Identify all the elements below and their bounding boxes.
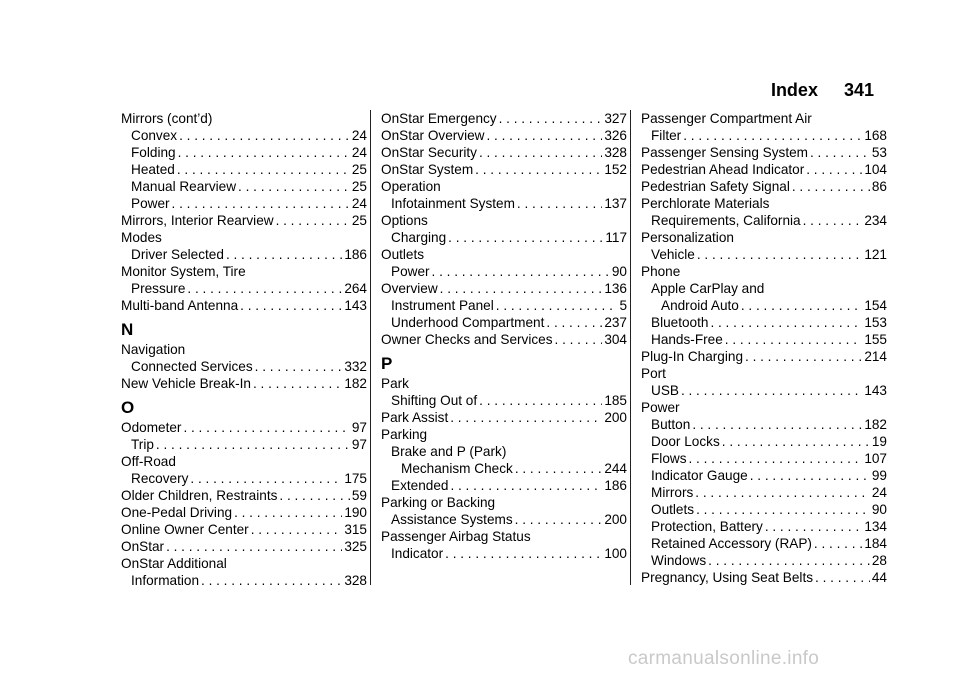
index-entry: [121, 375, 367, 392]
entry-page: 100: [604, 546, 627, 561]
entry-page: 97: [351, 437, 367, 452]
entry-page: 97: [351, 420, 367, 435]
index-entry: [121, 297, 367, 314]
index-entry: [641, 161, 887, 178]
entry-page: 315: [344, 522, 367, 537]
dot-leader: [479, 392, 602, 409]
dot-leader: [697, 246, 862, 263]
entry-term: Overview: [381, 281, 438, 296]
entry-term: Door Locks: [651, 434, 720, 449]
entry-term: Power: [131, 196, 170, 211]
index-entry: [381, 161, 627, 178]
column-divider: [630, 110, 631, 585]
index-entry: [641, 569, 887, 586]
entry-page: 327: [604, 111, 627, 126]
entry-page: 182: [864, 417, 887, 432]
index-entry: [381, 392, 627, 409]
index-entry: [381, 280, 627, 297]
index-entry: [121, 195, 367, 212]
entry-page: 332: [344, 359, 367, 374]
index-entry: [121, 161, 367, 178]
entry-page: 153: [864, 315, 887, 330]
entry-term: Windows: [651, 553, 707, 568]
dot-leader: [515, 511, 603, 528]
index-entry: [641, 263, 887, 280]
index-entry: [381, 127, 627, 144]
entry-term: OnStar: [121, 539, 165, 554]
index-entry: [121, 229, 367, 246]
dot-leader: [681, 382, 862, 399]
entry-page: 143: [864, 383, 887, 398]
entry-page: 168: [864, 128, 887, 143]
section-title: Index: [770, 80, 818, 100]
entry-page: 134: [864, 519, 887, 534]
index-entry: [121, 341, 367, 358]
entry-term: Options: [381, 213, 428, 228]
index-entry: [121, 504, 367, 521]
column-divider: [370, 110, 371, 585]
entry-term: Navigation: [121, 342, 186, 357]
entry-term: OnStar Security: [381, 145, 477, 160]
entry-term: Android Auto: [661, 298, 739, 313]
index-column-1: [121, 110, 367, 589]
index-entry: [381, 314, 627, 331]
entry-page: 143: [344, 298, 367, 313]
index-entry: [381, 331, 627, 348]
dot-leader: [499, 110, 603, 127]
index-entry: [121, 572, 367, 589]
dot-leader: [683, 127, 862, 144]
entry-page: 104: [864, 162, 887, 177]
index-entry: [381, 263, 627, 280]
index-entry: [641, 382, 887, 399]
dot-leader: [546, 314, 602, 331]
entry-page: 53: [871, 145, 887, 160]
index-entry: [641, 518, 887, 535]
index-entry: [641, 450, 887, 467]
index-entry: [641, 127, 887, 144]
index-entry: [641, 246, 887, 263]
entry-term: Parking or Backing: [381, 495, 496, 510]
entry-term: Assistance Systems: [391, 512, 513, 527]
index-entry: [641, 297, 887, 314]
entry-term: Button: [651, 417, 691, 432]
dot-leader: [187, 280, 342, 297]
dot-leader: [708, 552, 870, 569]
dot-leader: [226, 246, 342, 263]
index-entry: [641, 467, 887, 484]
index-entry: [641, 433, 887, 450]
section-letter: N: [121, 320, 134, 339]
entry-term: Apple CarPlay and: [651, 281, 765, 296]
dot-leader: [750, 467, 870, 484]
entry-term: Filter: [651, 128, 682, 143]
entry-term: Plug-In Charging: [641, 349, 744, 364]
index-entry: [121, 436, 367, 453]
entry-term: Requirements, California: [651, 213, 801, 228]
index-entry: [121, 555, 367, 572]
index-entry: [381, 178, 627, 195]
dot-leader: [166, 538, 342, 555]
entry-term: Pregnancy, Using Seat Belts: [641, 570, 814, 585]
entry-term: Pressure: [131, 281, 186, 296]
entry-page: 325: [344, 539, 367, 554]
entry-page: 25: [351, 162, 367, 177]
index-entry: [641, 195, 887, 212]
entry-page: 121: [864, 247, 887, 262]
index-entry: [641, 484, 887, 501]
dot-leader: [276, 212, 350, 229]
entry-term: Instrument Panel: [391, 298, 494, 313]
entry-term: Connected Services: [131, 359, 253, 374]
dot-leader: [190, 470, 342, 487]
index-entry: [381, 110, 627, 127]
entry-page: 24: [351, 145, 367, 160]
dot-leader: [696, 501, 870, 518]
entry-term: OnStar System: [381, 162, 474, 177]
dot-leader: [792, 178, 870, 195]
entry-term: Pedestrian Safety Signal: [641, 179, 790, 194]
entry-page: 136: [604, 281, 627, 296]
entry-term: Passenger Airbag Status: [381, 529, 531, 544]
index-entry: [121, 470, 367, 487]
entry-term: Multi-band Antenna: [121, 298, 239, 313]
dot-leader: [183, 419, 349, 436]
entry-term: Mirrors (cont’d): [121, 111, 213, 126]
dot-leader: [450, 477, 602, 494]
dot-leader: [815, 569, 870, 586]
entry-term: Mirrors, Interior Rearview: [121, 213, 274, 228]
index-entry: [381, 460, 627, 477]
entry-term: Retained Accessory (RAP): [651, 536, 812, 551]
entry-page: 137: [604, 196, 627, 211]
entry-page: 200: [604, 410, 627, 425]
dot-leader: [201, 572, 342, 589]
dot-leader: [695, 484, 870, 501]
dot-leader: [179, 127, 350, 144]
page-header: [771, 80, 874, 101]
entry-page: 152: [604, 162, 627, 177]
entry-term: Power: [391, 264, 430, 279]
entry-term: Charging: [391, 230, 447, 245]
dot-leader: [479, 144, 602, 161]
index-entry: [641, 331, 887, 348]
entry-term: Outlets: [651, 502, 695, 517]
entry-page: 59: [351, 488, 367, 503]
entry-term: Hands-Free: [651, 332, 723, 347]
entry-term: OnStar Emergency: [381, 111, 497, 126]
entry-page: 186: [344, 247, 367, 262]
entry-term: OnStar Additional: [121, 556, 227, 571]
entry-term: Personalization: [641, 230, 734, 245]
entry-page: 264: [344, 281, 367, 296]
entry-term: Indicator Gauge: [651, 468, 748, 483]
index-entry: [121, 144, 367, 161]
entry-page: 5: [619, 298, 627, 313]
entry-term: Brake and P (Park): [391, 444, 507, 459]
dot-leader: [255, 358, 343, 375]
entry-page: 107: [864, 451, 887, 466]
dot-leader: [279, 487, 349, 504]
index-entry: [641, 314, 887, 331]
dot-leader: [692, 416, 862, 433]
dot-leader: [251, 521, 343, 538]
entry-term: Information: [131, 573, 200, 588]
index-entry: [381, 195, 627, 212]
entry-term: Underhood Compartment: [391, 315, 545, 330]
dot-leader: [448, 229, 603, 246]
dot-leader: [741, 297, 862, 314]
index-entry: [641, 178, 887, 195]
index-entry: [641, 501, 887, 518]
dot-leader: [710, 314, 862, 331]
watermark: carmanualsonline.info: [628, 648, 820, 669]
index-entry: [641, 280, 887, 297]
index-entry: [121, 246, 367, 263]
index-column-2: [381, 110, 627, 562]
entry-page: 328: [344, 573, 367, 588]
dot-leader: [432, 263, 610, 280]
index-entry: [121, 127, 367, 144]
entry-page: 328: [604, 145, 627, 160]
dot-leader: [814, 535, 862, 552]
entry-term: One-Pedal Driving: [121, 505, 233, 520]
entry-page: 90: [611, 264, 627, 279]
dot-leader: [172, 195, 350, 212]
entry-term: Odometer: [121, 420, 182, 435]
entry-term: Mechanism Check: [401, 461, 513, 476]
entry-page: 154: [864, 298, 887, 313]
entry-term: OnStar Overview: [381, 128, 485, 143]
entry-page: 117: [605, 230, 627, 245]
dot-leader: [450, 409, 602, 426]
entry-term: Parking: [381, 427, 428, 442]
dot-leader: [253, 375, 342, 392]
index-entry: [121, 280, 367, 297]
entry-term: Shifting Out of: [391, 393, 478, 408]
entry-page: 44: [871, 570, 887, 585]
index-entry: [121, 538, 367, 555]
index-entry: [641, 110, 887, 127]
dot-leader: [722, 433, 870, 450]
entry-page: 175: [344, 471, 367, 486]
entry-term: Manual Rearview: [131, 179, 237, 194]
index-entry: [381, 229, 627, 246]
entry-page: 25: [351, 213, 367, 228]
entry-term: Folding: [131, 145, 176, 160]
dot-leader: [240, 297, 342, 314]
entry-term: Power: [641, 400, 680, 415]
index-entry: [121, 110, 367, 127]
index-entry: [641, 552, 887, 569]
index-entry: [381, 297, 627, 314]
entry-term: Passenger Sensing System: [641, 145, 808, 160]
entry-term: Port: [641, 366, 666, 381]
index-entry: [381, 212, 627, 229]
entry-term: Passenger Compartment Air: [641, 111, 812, 126]
dot-leader: [238, 178, 350, 195]
index-entry: [641, 399, 887, 416]
entry-page: 28: [871, 553, 887, 568]
entry-term: Trip: [131, 437, 154, 452]
entry-page: 326: [604, 128, 627, 143]
index-entry: [641, 348, 887, 365]
entry-term: Modes: [121, 230, 162, 245]
index-entry: [381, 545, 627, 562]
entry-page: 244: [604, 461, 627, 476]
entry-page: 182: [344, 376, 367, 391]
dot-leader: [445, 545, 602, 562]
entry-page: 304: [604, 332, 627, 347]
entry-term: Driver Selected: [131, 247, 224, 262]
index-entry: [381, 511, 627, 528]
dot-leader: [178, 144, 350, 161]
page-number: 341: [843, 80, 874, 100]
entry-term: Off-Road: [121, 454, 176, 469]
index-entry: [121, 487, 367, 504]
entry-page: 25: [351, 179, 367, 194]
entry-term: Infotainment System: [391, 196, 515, 211]
entry-term: Recovery: [131, 471, 189, 486]
dot-leader: [496, 297, 618, 314]
entry-page: 184: [864, 536, 887, 551]
entry-page: 234: [864, 213, 887, 228]
dot-leader: [517, 195, 602, 212]
entry-term: Outlets: [381, 247, 425, 262]
entry-term: Vehicle: [651, 247, 695, 262]
index-entry: [121, 212, 367, 229]
entry-term: USB: [651, 383, 679, 398]
index-entry: [641, 212, 887, 229]
dot-leader: [177, 161, 350, 178]
entry-page: 200: [604, 512, 627, 527]
entry-page: 190: [344, 505, 367, 520]
index-entry: [121, 358, 367, 375]
dot-leader: [806, 161, 862, 178]
entry-term: Perchlorate Materials: [641, 196, 770, 211]
entry-page: 19: [871, 434, 887, 449]
entry-page: 86: [871, 179, 887, 194]
entry-page: 90: [871, 502, 887, 517]
entry-term: New Vehicle Break-In: [121, 376, 251, 391]
index-entry: [381, 426, 627, 443]
dot-leader: [515, 460, 603, 477]
index-entry: [641, 229, 887, 246]
entry-page: 186: [604, 478, 627, 493]
entry-term: Phone: [641, 264, 681, 279]
index-entry: [381, 375, 627, 392]
dot-leader: [156, 436, 350, 453]
entry-term: Extended: [391, 478, 449, 493]
entry-term: Older Children, Restraints: [121, 488, 278, 503]
entry-term: Monitor System, Tire: [121, 264, 246, 279]
dot-leader: [725, 331, 863, 348]
index-entry: [381, 246, 627, 263]
entry-term: Operation: [381, 179, 441, 194]
entry-page: 24: [871, 485, 887, 500]
entry-page: 237: [604, 315, 627, 330]
entry-term: Convex: [131, 128, 178, 143]
index-entry: [121, 263, 367, 280]
index-entry: [121, 453, 367, 470]
dot-leader: [234, 504, 342, 521]
index-entry: [641, 416, 887, 433]
entry-term: Online Owner Center: [121, 522, 249, 537]
section-letter: O: [121, 398, 135, 417]
entry-term: Bluetooth: [651, 315, 709, 330]
dot-leader: [555, 331, 603, 348]
entry-page: 24: [351, 196, 367, 211]
index-entry: [381, 528, 627, 545]
entry-term: Mirrors: [651, 485, 694, 500]
index-entry: [641, 535, 887, 552]
index-entry: [381, 443, 627, 460]
entry-term: Park Assist: [381, 410, 449, 425]
index-entry: [381, 494, 627, 511]
index-column-3: [641, 110, 887, 586]
section-letter: P: [381, 354, 393, 373]
dot-leader: [745, 348, 862, 365]
index-entry: [381, 409, 627, 426]
dot-leader: [765, 518, 862, 535]
dot-leader: [689, 450, 863, 467]
index-entry: [641, 144, 887, 161]
entry-page: 214: [864, 349, 887, 364]
entry-page: 99: [871, 468, 887, 483]
dot-leader: [803, 212, 863, 229]
index-entry: [381, 144, 627, 161]
entry-term: Protection, Battery: [651, 519, 763, 534]
entry-term: Indicator: [391, 546, 444, 561]
dot-leader: [810, 144, 870, 161]
entry-term: Pedestrian Ahead Indicator: [641, 162, 805, 177]
entry-page: 24: [351, 128, 367, 143]
entry-term: Park: [381, 376, 409, 391]
entry-page: 155: [864, 332, 887, 347]
entry-page: 185: [604, 393, 627, 408]
dot-leader: [487, 127, 603, 144]
index-entry: [121, 178, 367, 195]
entry-term: Heated: [131, 162, 175, 177]
index-entry: [121, 521, 367, 538]
entry-term: Owner Checks and Services: [381, 332, 553, 347]
dot-leader: [475, 161, 602, 178]
dot-leader: [440, 280, 603, 297]
index-entry: [641, 365, 887, 382]
index-entry: [381, 477, 627, 494]
index-entry: [121, 419, 367, 436]
entry-term: Flows: [651, 451, 687, 466]
